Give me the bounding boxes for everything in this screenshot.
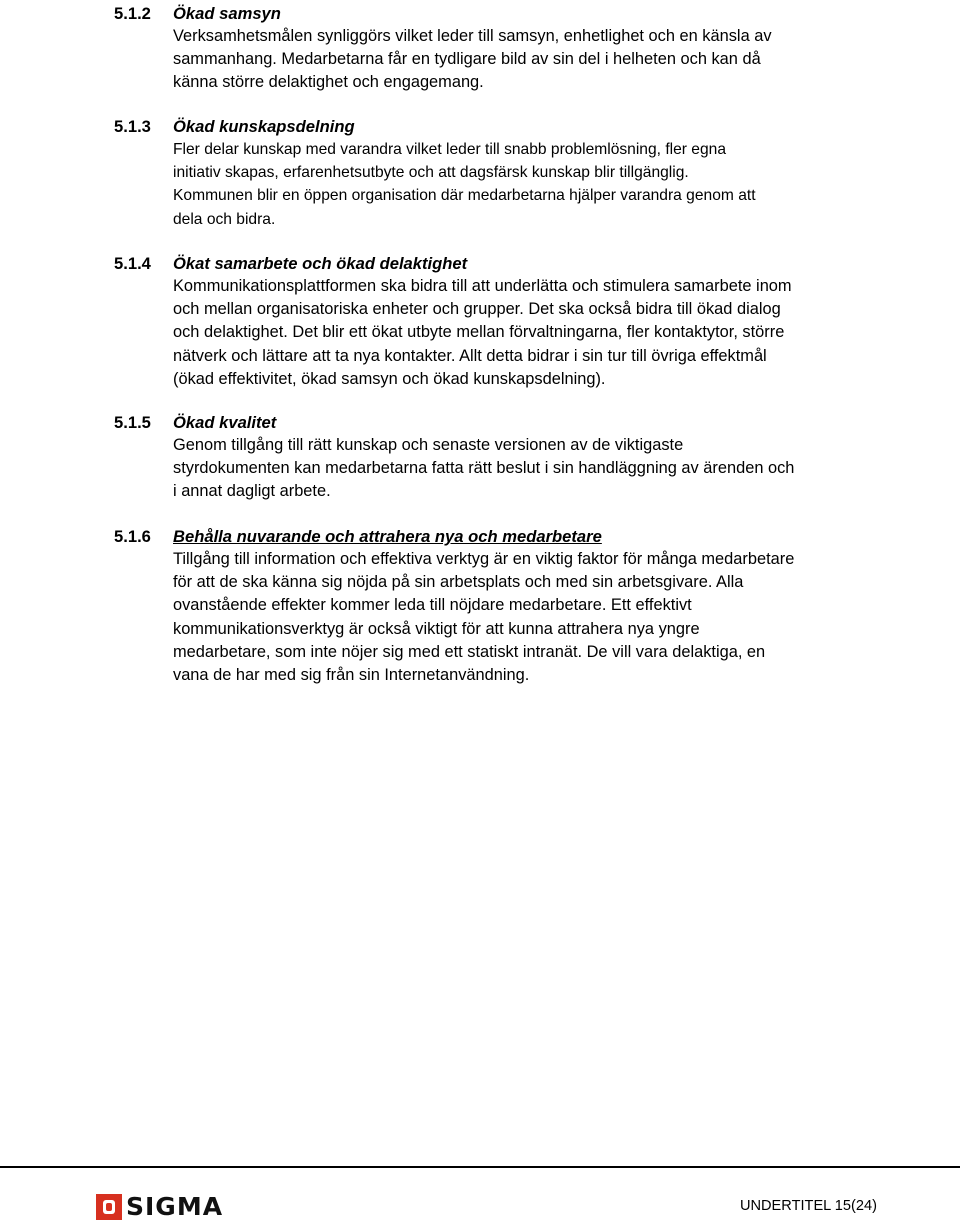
text-line: nätverk och lättare att ta nya kontakter. Allt detta bidrar i sin tur till övriga effektmål bbox=[173, 346, 767, 365]
text-line: Tillgång till information och effektiva verktyg är en viktig faktor för många medarbetare bbox=[173, 550, 795, 568]
text-line: i annat dagligt arbete. bbox=[173, 482, 331, 501]
text-line: styrdokumenten kan medarbetarna fatta rätt beslut i sin handläggning av ärenden och bbox=[173, 459, 795, 478]
section-number: 5.1.6 bbox=[114, 527, 151, 546]
text-line: (ökad effektivitet, ökad samsyn och ökad kunskapsdelning). bbox=[173, 369, 606, 388]
text-line: ovanstående effekter kommer leda till nöjdare medarbetare. Ett effektivt bbox=[173, 596, 692, 615]
text-line: Genom tillgång till rätt kunskap och senaste versionen av de viktigaste bbox=[173, 436, 684, 454]
text-line: Kommunikationsplattformen ska bidra till att underlätta och stimulera samarbete inom bbox=[173, 277, 792, 295]
text-line: vana de har med sig från sin Internetanvändning. bbox=[173, 666, 530, 685]
section-title: Ökad samsyn bbox=[173, 4, 281, 23]
section-title: Behålla nuvarande och attrahera nya och medarbetare bbox=[173, 527, 602, 546]
page-label: UNDERTITEL 15(24) bbox=[739, 1198, 877, 1214]
text-line: kommunikationsverktyg är också viktigt för att kunna attrahera nya yngre bbox=[173, 619, 700, 638]
paragraph bbox=[173, 138, 853, 184]
paragraph bbox=[173, 275, 853, 391]
sigma-logo-text: SIGMA bbox=[126, 1192, 224, 1221]
text-line: dela och bidra. bbox=[173, 210, 276, 228]
sigma-logo-icon bbox=[96, 1194, 122, 1220]
section-body bbox=[173, 434, 853, 504]
text-line: medarbetare, som inte nöjer sig med ett statiskt intranät. De vill vara delaktiga, en bbox=[173, 642, 766, 661]
section-body bbox=[173, 138, 853, 231]
section-number: 5.1.5 bbox=[114, 413, 151, 432]
section-body bbox=[173, 25, 853, 95]
text-line: sammanhang. Medarbetarna får en tydligare bild av sin del i helheten och kan då bbox=[173, 50, 761, 69]
text-line: Kommunen blir en öppen organisation där medarbetarna hjälper varandra genom att bbox=[173, 187, 756, 205]
section-title: Ökad kvalitet bbox=[173, 413, 277, 432]
section-body bbox=[173, 275, 853, 391]
text-line: och mellan organisatoriska enheter och grupper. Det ska också bidra till ökad dialog bbox=[173, 300, 781, 319]
section-body bbox=[173, 548, 853, 687]
paragraph bbox=[173, 548, 853, 687]
text-line: Fler delar kunskap med varandra vilket leder till snabb problemlösning, fler egna bbox=[173, 141, 726, 158]
section-number: 5.1.3 bbox=[114, 117, 151, 136]
text-line: Verksamhetsmålen synliggörs vilket leder till samsyn, enhetlighet och en känsla av bbox=[173, 27, 772, 45]
section-number: 5.1.4 bbox=[114, 254, 151, 273]
sigma-logo bbox=[96, 1192, 223, 1222]
section-title: Ökad kunskapsdelning bbox=[173, 117, 355, 136]
paragraph bbox=[173, 184, 853, 230]
footer-divider bbox=[0, 1166, 960, 1168]
section-number: 5.1.2 bbox=[114, 4, 151, 23]
paragraph bbox=[173, 434, 853, 504]
text-line: initiativ skapas, erfarenhetsutbyte och att dagsfärsk kunskap blir tillgänglig. bbox=[173, 164, 689, 182]
section-title: Ökat samarbete och ökad delaktighet bbox=[173, 254, 468, 273]
text-line: känna större delaktighet och engagemang. bbox=[173, 73, 484, 92]
text-line: och delaktighet. Det blir ett ökat utbyte mellan förvaltningarna, fler kontaktytor, större bbox=[173, 323, 785, 342]
paragraph bbox=[173, 25, 853, 95]
text-line: för att de ska känna sig nöjda på sin arbetsplats och med sin arbetsgivare. Alla bbox=[173, 573, 744, 592]
